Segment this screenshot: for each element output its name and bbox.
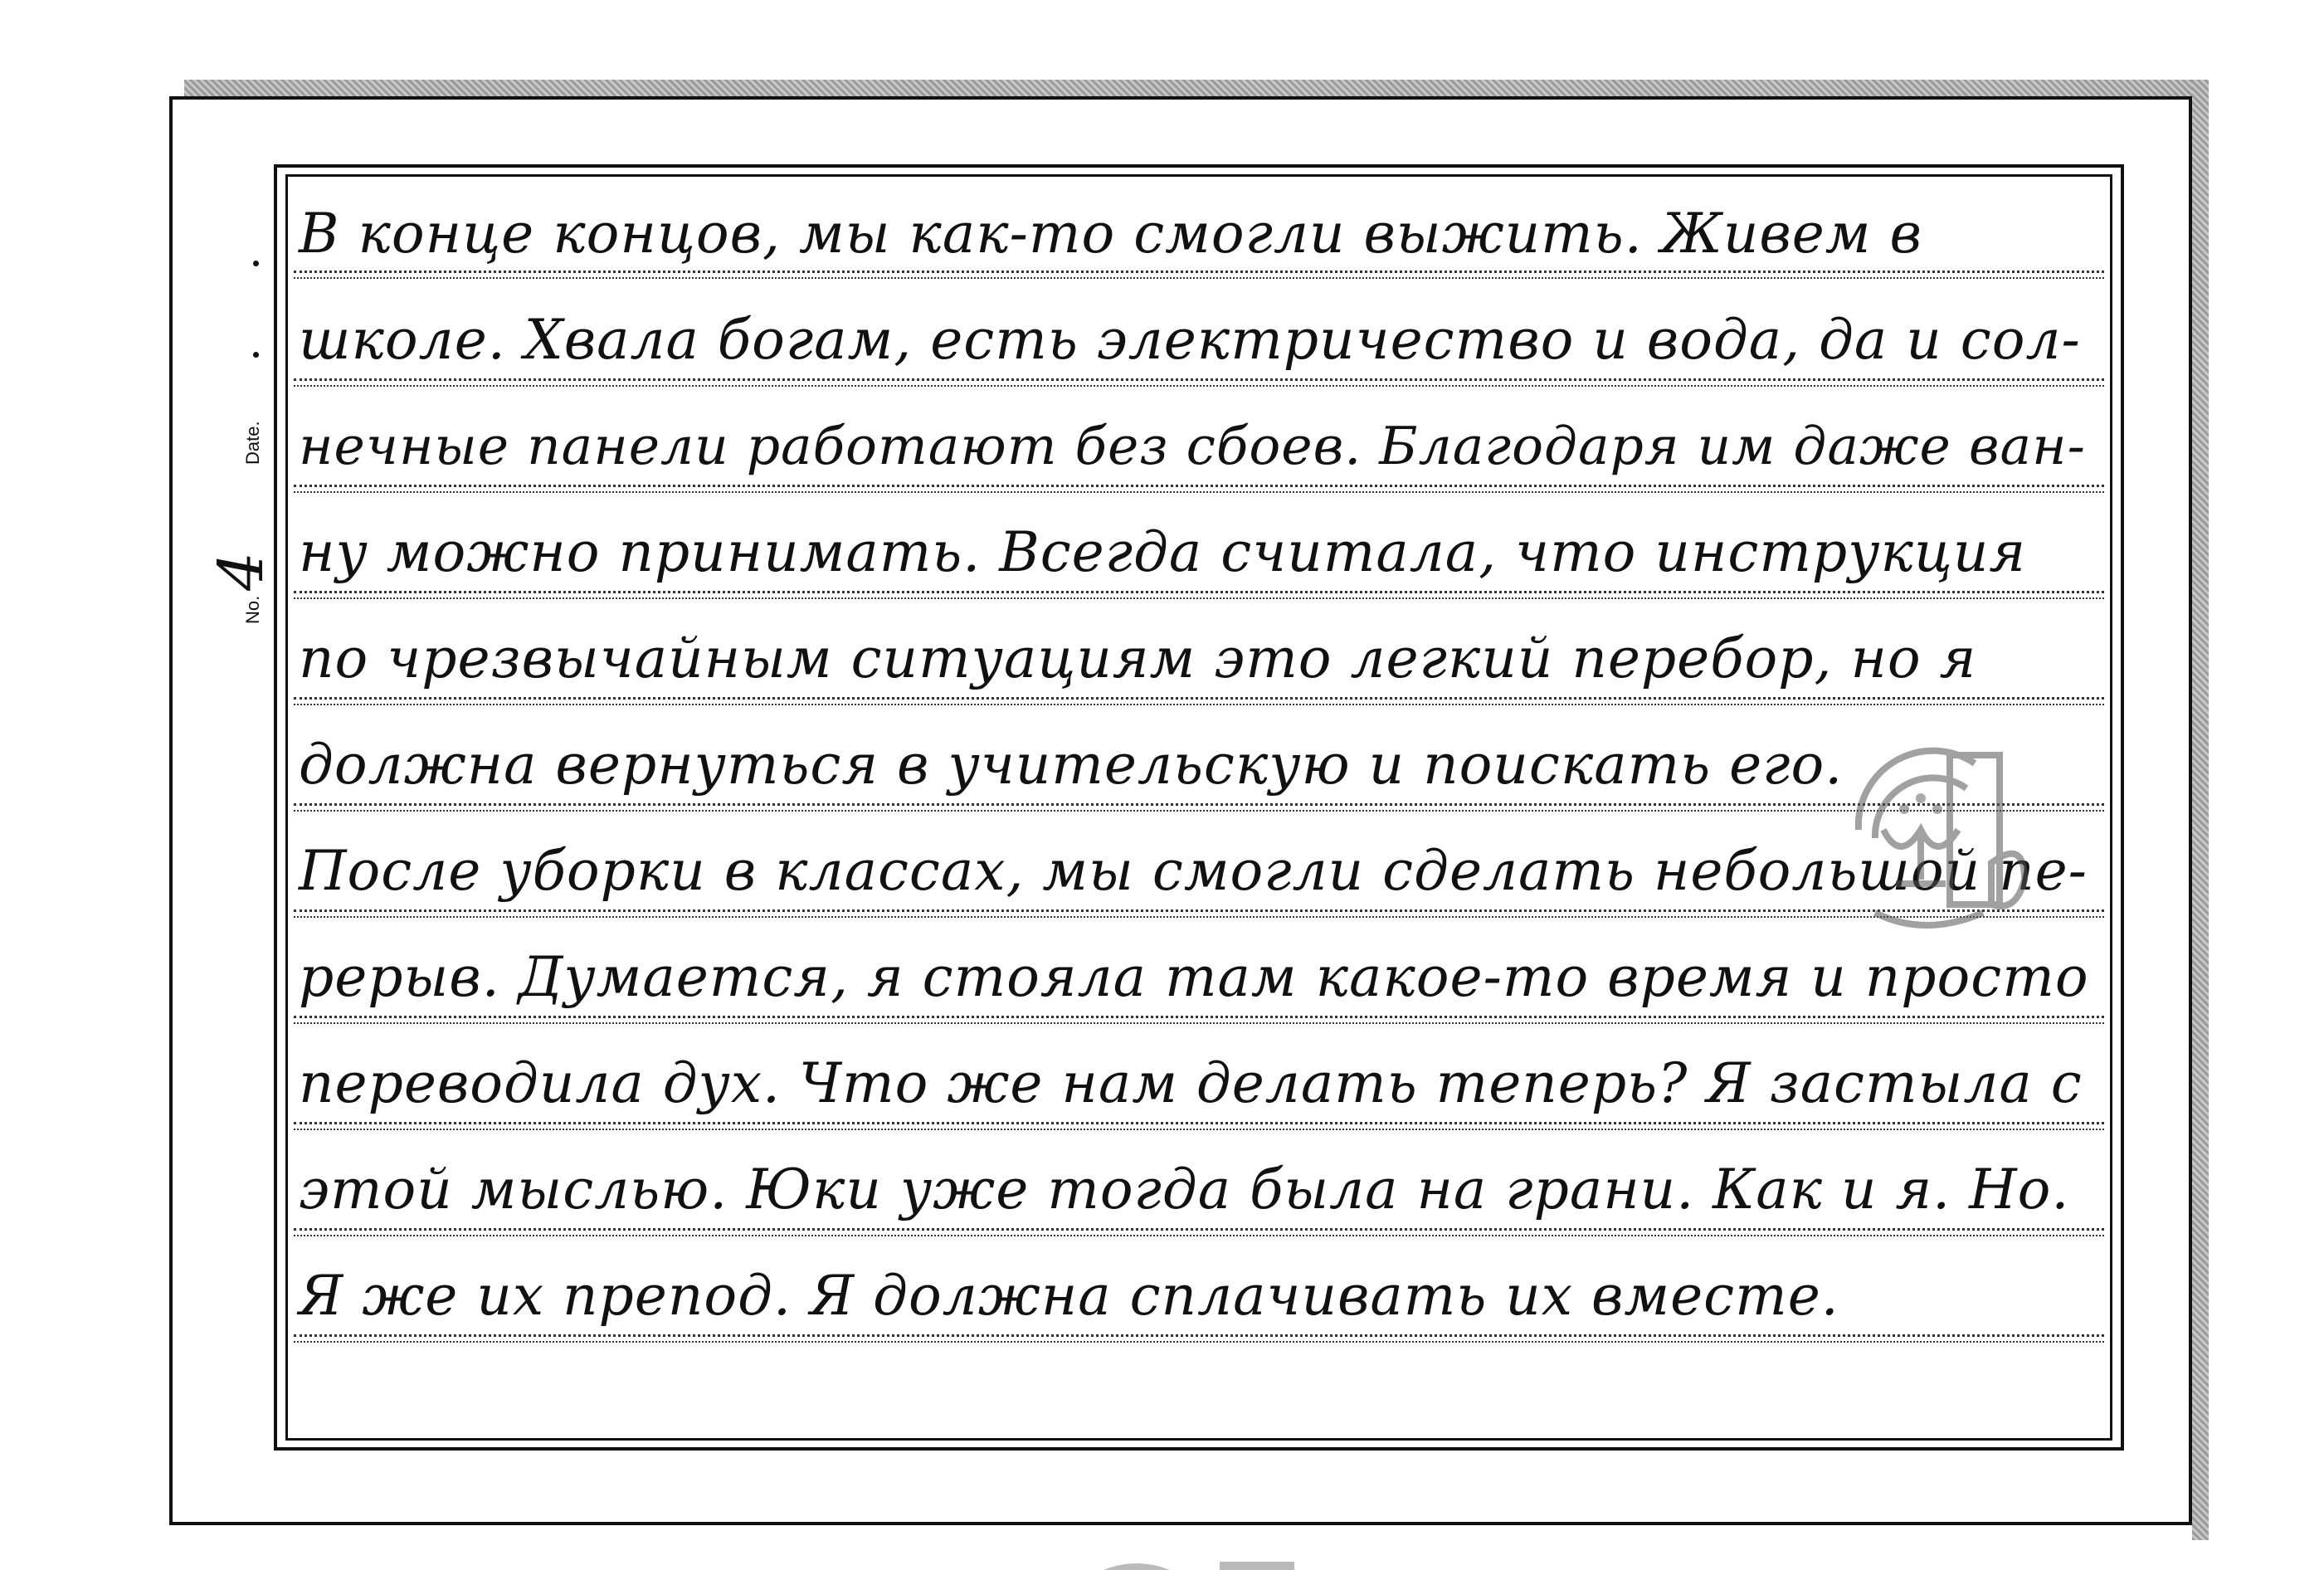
- ruled-line: [294, 1022, 2104, 1024]
- ruled-line: [294, 1129, 2104, 1130]
- ruled-line: [294, 277, 2104, 279]
- ruled-line: [294, 491, 2104, 493]
- page-number: 4: [206, 551, 277, 591]
- bottom-edge-marks: [1095, 1555, 1344, 1570]
- margin-dot: [253, 352, 259, 358]
- text-line: этой мыслью. Юки уже тогда была на грани. Как и я. Но.: [299, 1158, 2070, 1221]
- text-line: школе. Хвала богам, есть электричество и вода, да и сол-: [299, 308, 2081, 372]
- text-line: После уборки в классах, мы смогли сделать небольшой пе-: [299, 839, 2088, 903]
- date-label: Date.: [242, 421, 263, 465]
- text-line: по чрезвычайным ситуациям это легкий перебор, но я: [299, 627, 1977, 690]
- text-line: ну можно принимать. Всегда считала, что инструкция: [299, 520, 2027, 584]
- text-line: нечные панели работают без сбоев. Благодаря им даже ван-: [299, 416, 2086, 476]
- ruled-line: [294, 597, 2104, 599]
- no-label: No.: [242, 595, 263, 624]
- text-line: Я же их препод. Я должна сплачивать их вместе.: [299, 1264, 1839, 1328]
- text-line: рерыв. Думается, я стояла там какое-то время и просто: [299, 945, 2089, 1009]
- school-emblem-stamp-icon: [1825, 705, 2041, 946]
- ruled-line: [294, 1235, 2104, 1236]
- ruled-line: [294, 385, 2104, 387]
- sheet-shadow-top: [184, 80, 2209, 96]
- text-line: переводила дух. Что же нам делать теперь? Я застыла с: [299, 1051, 2083, 1115]
- text-line: должна вернуться в учительскую и поискать его.: [299, 733, 1844, 797]
- margin-dot: [253, 261, 259, 266]
- sheet-shadow-right: [2192, 80, 2209, 1540]
- ruled-line: [294, 1341, 2104, 1343]
- text-line: В конце концов, мы как-то смогли выжить. Живем в: [299, 202, 1922, 266]
